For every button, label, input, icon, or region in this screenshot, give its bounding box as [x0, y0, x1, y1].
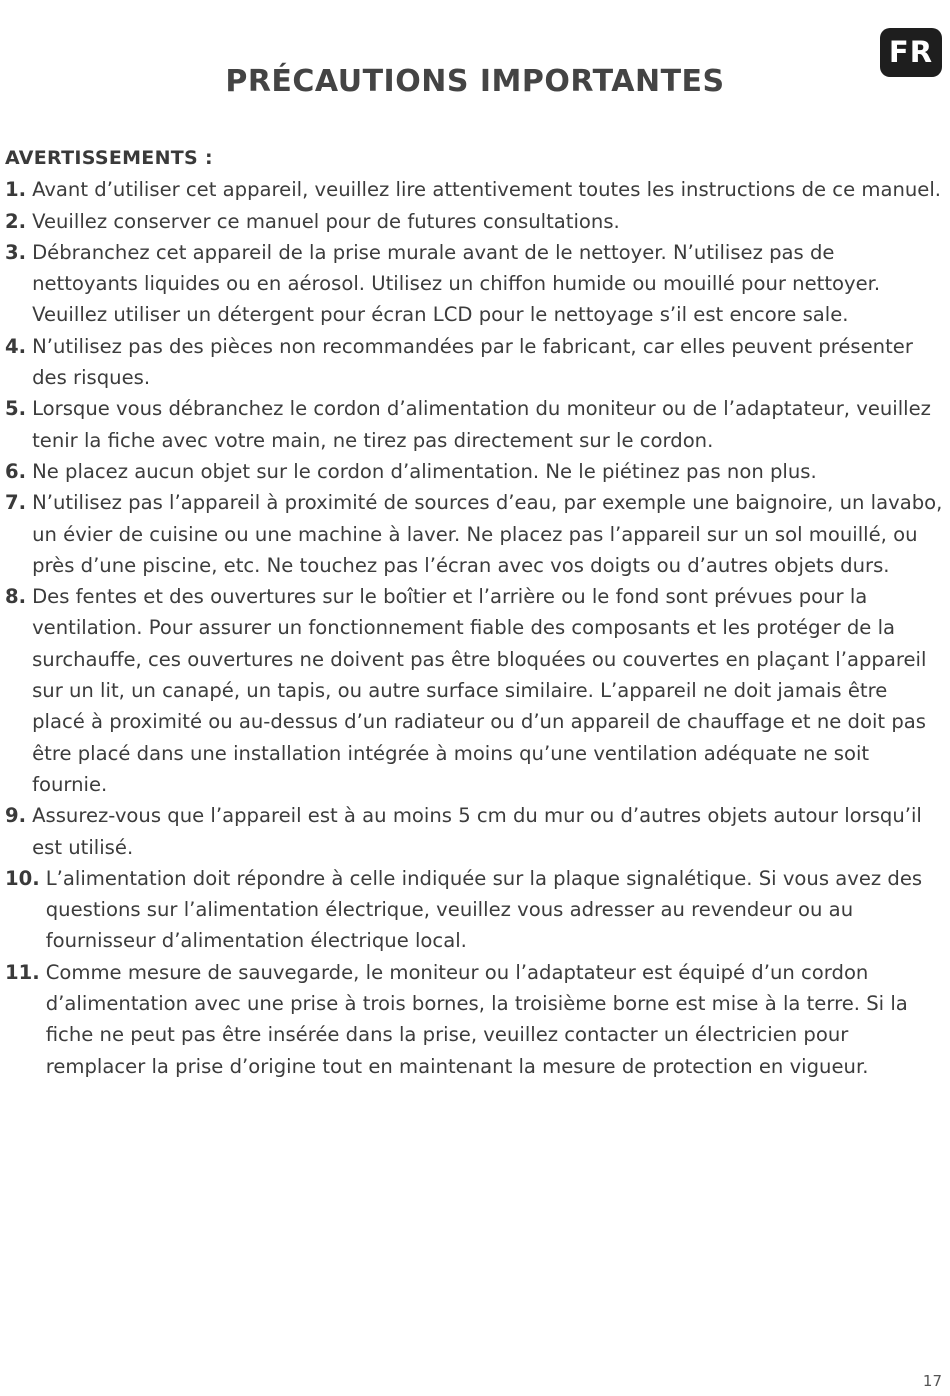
item-text: Lorsque vous débranchez le cordon d’alimentation du moniteur ou de l’adaptateur, veuillez tenir la fiche avec votre main, ne tirez pas directement sur le cordon.: [32, 397, 931, 452]
list-item: [5, 174, 945, 205]
item-number: 5.: [5, 397, 27, 421]
item-text: L’alimentation doit répondre à celle indiquée sur la plaque signalétique. Si vous avez des questions sur l’alimentation électrique, veuillez vous adresser au revendeur ou au fournisseur d’alimentation électrique local.: [45, 866, 923, 953]
warnings-section: [5, 143, 945, 1082]
list-item: [5, 800, 945, 863]
item-text: Avant d’utiliser cet appareil, veuillez lire attentivement toutes les instructions de ce manuel.: [32, 178, 942, 202]
warnings-list: [5, 174, 945, 1082]
item-text: N’utilisez pas l’appareil à proximité de sources d’eau, par exemple une baignoire, un lavabo, un évier de cuisine ou une machine à laver. Ne placez pas l’appareil sur un sol mouillé, ou près d’une piscine, etc. Ne touchez pas l’écran avec vos doigts ou d’autres objets durs.: [32, 491, 943, 577]
list-item: [5, 456, 945, 487]
list-item: [5, 206, 945, 237]
item-text: Comme mesure de sauvegarde, le moniteur ou l’adaptateur est équipé d’un cordon d’alimentation avec une prise à trois bornes, la troisième borne est mise à la terre. Si la fiche ne peut pas être insérée dans la prise, veuillez contacter un électricien pour remplacer la prise d’origine tout en maintenant la mesure de protection en vigueur.: [45, 960, 908, 1078]
list-item: [5, 863, 945, 957]
item-text: N’utilisez pas des pièces non recommandées par le fabricant, car elles peuvent présenter des risques.: [32, 334, 913, 390]
item-number: 10.: [5, 866, 40, 890]
list-item: [5, 581, 945, 800]
list-item: [5, 393, 945, 456]
item-text: Des fentes et des ouvertures sur le boîtier et l’arrière ou le fond sont prévues pour la ventilation. Pour assurer un fonctionnement fiable des composants et les protéger de la surchauffe, ces ouvertures ne doivent pas être bloquées ou couvertes en plaçant l’appareil sur un lit, un canapé, un tapis, ou autre surface similaire. L’appareil ne doit jamais être placé à proximité ou au-dessus d’un radiateur ou d’un appareil de chauffage et ne doit pas être placé dans une installation intégrée à moins qu’une ventilation adéquate ne soit fournie.: [32, 585, 927, 796]
list-item: [5, 957, 945, 1082]
item-number: 9.: [5, 804, 27, 828]
item-number: 11.: [5, 960, 40, 984]
item-number: 4.: [5, 334, 27, 358]
item-text: Veuillez conserver ce manuel pour de futures consultations.: [32, 209, 620, 233]
item-text: Assurez-vous que l’appareil est à au moins 5 cm du mur ou d’autres objets autour lorsqu’il est utilisé.: [32, 804, 922, 859]
item-text: Débranchez cet appareil de la prise murale avant de le nettoyer. N’utilisez pas de nettoyants liquides ou en aérosol. Utilisez un chiffon humide ou mouillé pour nettoyer. Veuillez utiliser un détergent pour écran LCD pour le nettoyage s’il est encore sale.: [32, 240, 881, 327]
item-text: Ne placez aucun objet sur le cordon d’alimentation. Ne le piétinez pas non plus.: [32, 459, 817, 483]
item-number: 3.: [5, 240, 27, 264]
item-number: 2.: [5, 209, 27, 233]
language-badge: FR: [880, 28, 942, 77]
section-heading: AVERTISSEMENTS :: [5, 147, 213, 169]
page-number: 17: [922, 1372, 942, 1390]
item-number: 8.: [5, 585, 27, 609]
item-number: 1.: [5, 178, 27, 202]
page-title: PRÉCAUTIONS IMPORTANTES: [225, 64, 725, 99]
list-item: [5, 237, 945, 331]
list-item: [5, 331, 945, 394]
item-number: 6.: [5, 459, 27, 483]
list-item: [5, 487, 945, 581]
item-number: 7.: [5, 491, 27, 515]
